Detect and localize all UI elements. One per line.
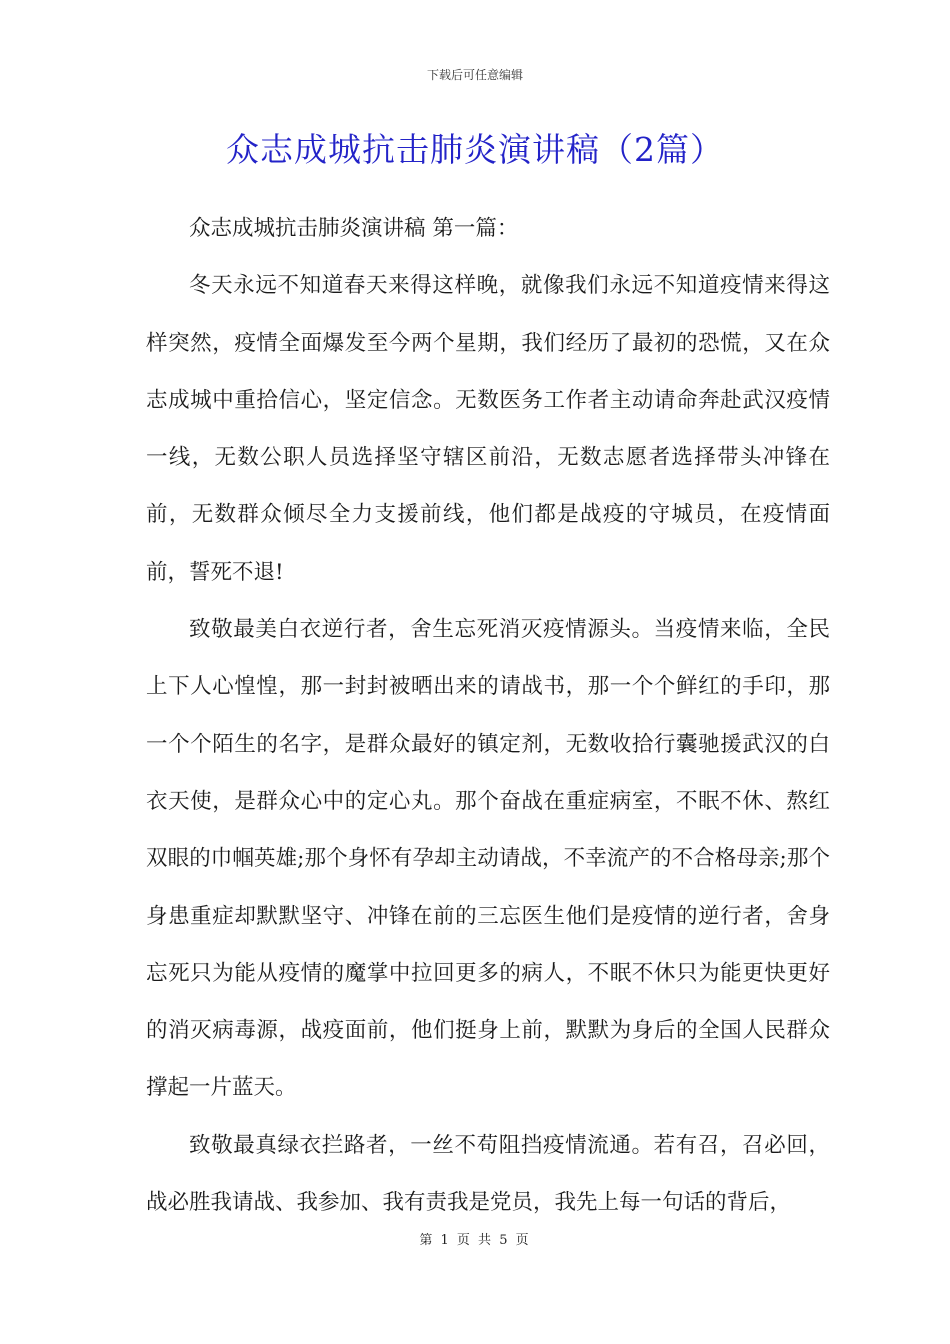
header-note: 下载后可任意编辑 <box>426 68 523 82</box>
paragraph: 冬天永远不知道春天来得这样晚，就像我们永远不知道疫情来得这样突然，疫情全面爆发至今两个星期，我们经历了最初的恐慌，又在众志成城中重拾信心，坚定信念。无数医务工作者主动请命奔赴武汉疫情一线，无数公职人员选择坚守辖区前沿，无数志愿者选择带头冲锋在前，无数群众倾尽全力支援前线，他们都是战疫的守城员，在疫情面前，誓死不退! <box>146 273 830 585</box>
paragraph: 致敬最美白衣逆行者，舍生忘死消灭疫情源头。当疫情来临，全民上下人心惶惶，那一封封被晒出来的请战书，那一个个鲜红的手印，那一个个陌生的名字，是群众最好的镇定剂，无数收拾行囊驰援武汉的白衣天使，是群众心中的定心丸。那个奋战在重症病室，不眠不休、熬红双眼的巾帼英雄;那个身怀有孕却主动请战，不幸流产的不合格母亲;那个身患重症却默默坚守、冲锋在前的三忘医生他们是疫情的逆行者，舍身忘死只为能从疫情的魔掌中拉回更多的病人，不眠不休只为能更快更好的消灭病毒源，战疫面前，他们挺身上前，默默为身后的全国人民群众撑起一片蓝天。 <box>146 617 830 1101</box>
paragraph: 致敬最真绿衣拦路者，一丝不苟阻挡疫情流通。若有召，召必回，战必胜我请战、我参加、我有责我是党员，我先上每一句话的背后， <box>146 1132 830 1216</box>
document-body <box>146 200 830 1231</box>
page-number-footer: 第 1 页 共 5 页 <box>419 1233 531 1248</box>
document-title: 众志成城抗击肺炎演讲稿（2篇） <box>226 130 724 169</box>
paragraph-section-heading: 众志成城抗击肺炎演讲稿 第一篇： <box>189 216 519 241</box>
